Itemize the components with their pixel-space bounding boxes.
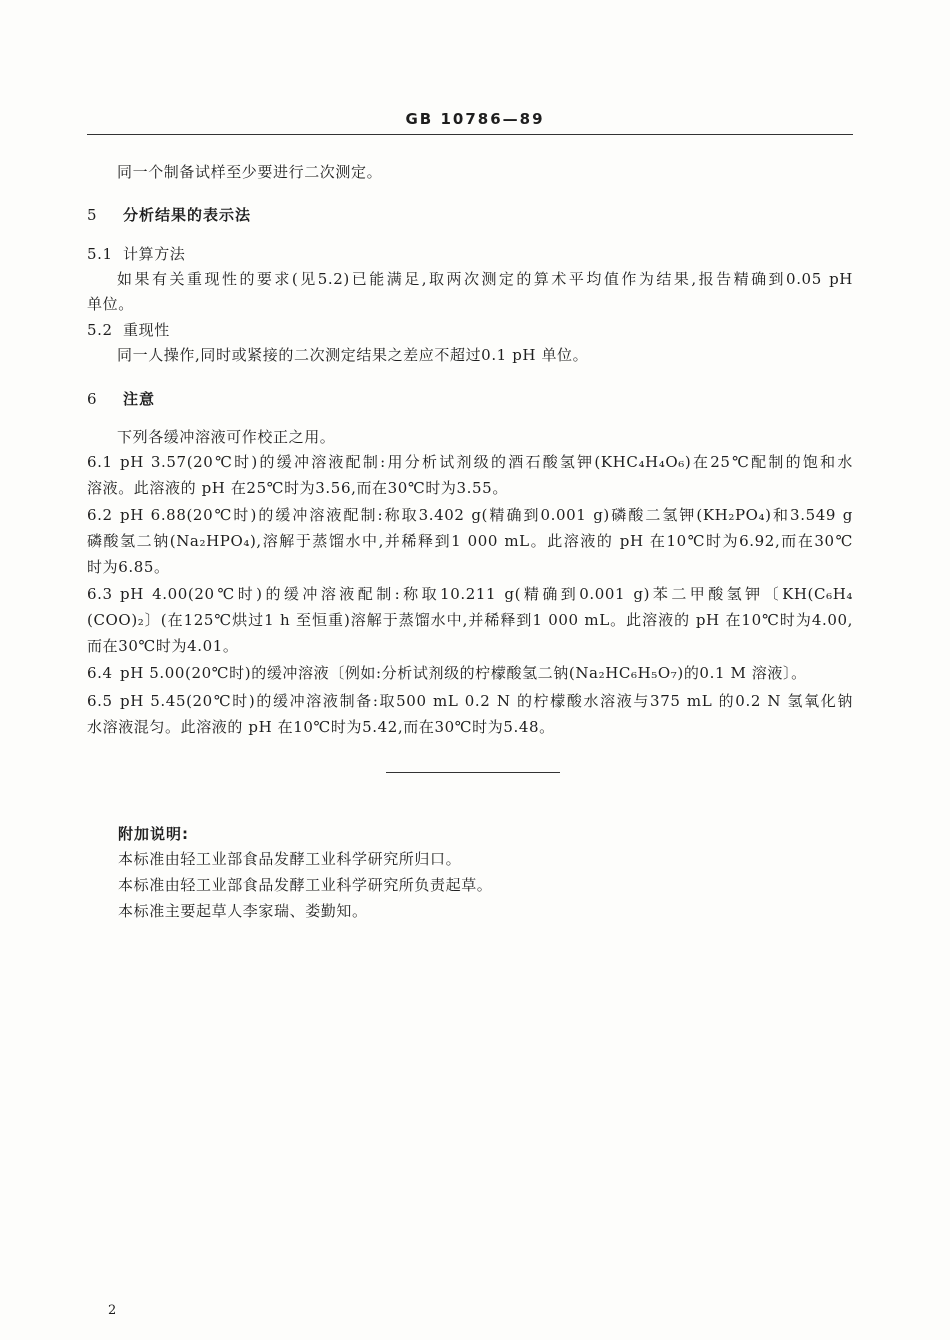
item-6-4-line-1: pH 5.00(20℃时)的缓冲溶液〔例如:分析试剂级的柠檬酸氢二钠(Na₂HC₆H₅O₇)的0.1 M 溶液〕。 (120, 664, 807, 682)
section-5-1-number: 5.1 (87, 245, 113, 263)
item-6-3-line-3: 而在30℃时为4.01。 (87, 637, 239, 655)
section-end-rule (386, 772, 560, 773)
section-5-2-number: 5.2 (87, 321, 113, 339)
item-6-1-line-2: 溶液。此溶液的 pH 在25℃时为3.56,而在30℃时为3.55。 (87, 479, 508, 497)
header-rule (87, 134, 853, 135)
section-5-heading (87, 204, 251, 225)
item-6-3-number: 6.3 (87, 585, 113, 603)
section-5-1-title: 计算方法 (123, 245, 186, 263)
item-6-2-line-1: pH 6.88(20℃时)的缓冲溶液配制:称取3.402 g(精确到0.001 g)磷酸二氢钾(KH₂PO₄)和3.549 g (120, 506, 853, 524)
item-6-4-number: 6.4 (87, 664, 113, 682)
footer-line-3: 本标准主要起草人李家瑞、娄勤知。 (118, 902, 368, 920)
section-6-title: 注意 (123, 390, 156, 408)
section-6-number: 6 (87, 390, 98, 408)
item-6-2-number: 6.2 (87, 506, 113, 524)
section-5-2-heading (87, 320, 170, 340)
page-header-code: GB 10786—89 (405, 110, 545, 128)
section-5-2-title: 重现性 (123, 321, 170, 339)
section-6-intro: 下列各缓冲溶液可作校正之用。 (117, 428, 336, 446)
section-5-2-text: 同一人操作,同时或紧接的二次测定结果之差应不超过0.1 pH 单位。 (117, 346, 589, 364)
item-6-3-line-2: (COO)₂〕(在125℃烘过1 h 至恒重)溶解于蒸馏水中,并稀释到1 000 mL。此溶液的 pH 在10℃时为4.00, (87, 611, 853, 629)
item-6-5-number: 6.5 (87, 692, 113, 710)
intro-line: 同一个制备试样至少要进行二次测定。 (117, 163, 383, 181)
section-5-title: 分析结果的表示法 (123, 206, 252, 224)
section-5-1-heading (87, 244, 185, 264)
section-6-heading (87, 388, 155, 409)
item-6-1-line-1: pH 3.57(20℃时)的缓冲溶液配制:用分析试剂级的酒石酸氢钾(KHC₄H₄O₆)在25℃配制的饱和水 (120, 453, 853, 471)
section-5-1-text-line-2: 单位。 (87, 295, 134, 313)
section-5-number: 5 (87, 206, 98, 224)
item-6-5-line-1: pH 5.45(20℃时)的缓冲溶液制备:取500 mL 0.2 N 的柠檬酸水溶液与375 mL 的0.2 N 氢氧化钠 (120, 692, 853, 710)
page-number: 2 (108, 1303, 117, 1318)
section-5-1-text-line-1: 如果有关重现性的要求(见5.2)已能满足,取两次测定的算术平均值作为结果,报告精确到0.05 pH (117, 270, 853, 288)
item-6-2-line-2: 磷酸氢二钠(Na₂HPO₄),溶解于蒸馏水中,并稀释到1 000 mL。此溶液的 pH 在10℃时为6.92,而在30℃ (87, 532, 853, 550)
item-6-3-line-1: pH 4.00(20℃时)的缓冲溶液配制:称取10.211 g(精确到0.001 g)苯二甲酸氢钾〔KH(C₆H₄ (120, 585, 853, 603)
item-6-2-line-3: 时为6.85。 (87, 558, 170, 576)
item-6-5-line-2: 水溶液混匀。此溶液的 pH 在10℃时为5.42,而在30℃时为5.48。 (87, 718, 555, 736)
footer-line-2: 本标准由轻工业部食品发酵工业科学研究所负责起草。 (118, 876, 493, 894)
footer-line-1: 本标准由轻工业部食品发酵工业科学研究所归口。 (118, 850, 462, 868)
footer-title: 附加说明: (118, 825, 189, 843)
item-6-1-number: 6.1 (87, 453, 113, 471)
